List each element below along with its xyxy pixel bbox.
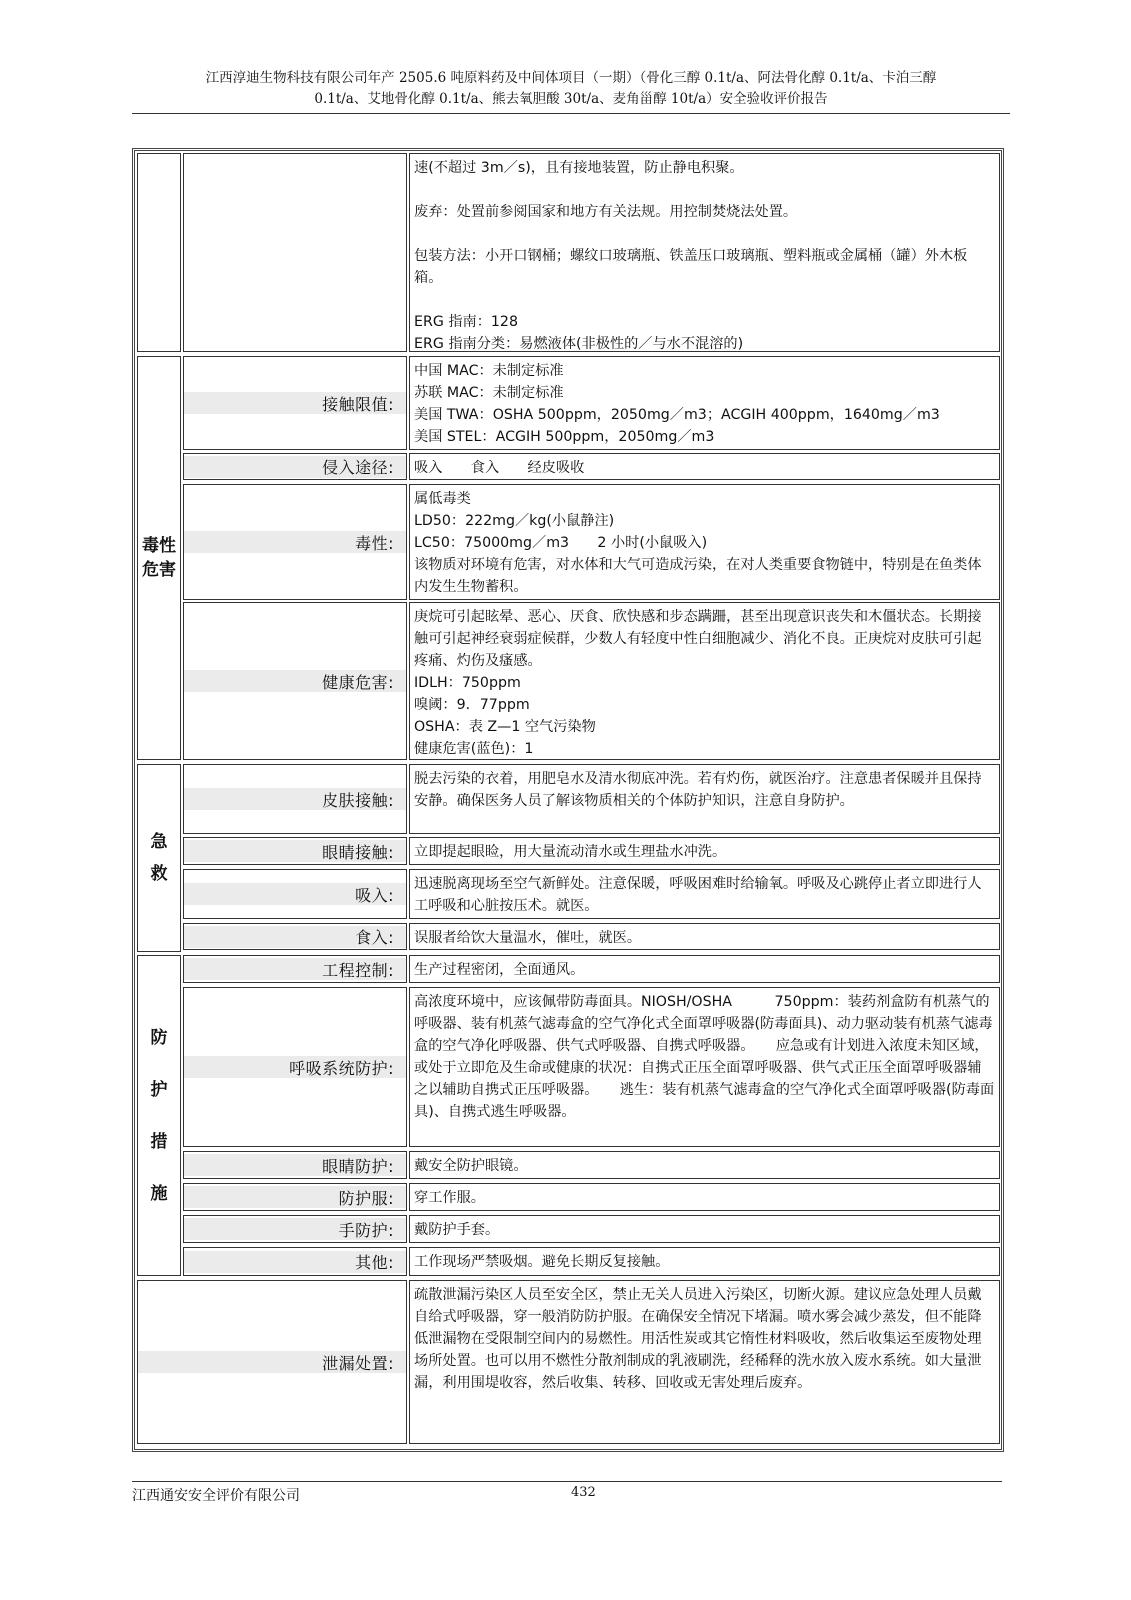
header-line-2: 0.1t/a、艾地骨化醇 0.1t/a、熊去氧胆酸 30t/a、麦角甾醇 10t/a）安全验收评价报告 [314, 91, 828, 107]
text-line: 美国 STEL：ACGIH 500ppm，2050mg／m3 [414, 429, 715, 445]
text-line: LC50：75000mg／m3 2 小时(小鼠吸入) [414, 535, 708, 551]
toxicity-content [409, 484, 1000, 600]
storage-line: 包装方法：小开口钢桶；螺纹口玻璃瓶、铁盖压口玻璃瓶、塑料瓶或金属桶（罐）外木板箱。 [414, 248, 968, 286]
field-label-inhalation: 吸入: [184, 883, 406, 905]
category-char: 护 [150, 1079, 168, 1100]
label-cell [183, 923, 407, 950]
category-first-aid [137, 764, 181, 952]
storage-line: ERG 指南：128 [414, 314, 518, 330]
header-line-1: 江西淳迪生物科技有限公司年产 2505.6 吨原料药及中间体项目（一期）（骨化三醇 0.1t/a、阿法骨化醇 0.1t/a、卡泊三醇 [205, 70, 937, 86]
category-toxicity [137, 356, 181, 760]
protective-clothing-content [409, 1183, 1000, 1211]
label-cell [183, 356, 407, 450]
report-header [132, 68, 1010, 110]
text-line: 吸入 食入 经皮吸收 [414, 460, 585, 476]
footer-divider [132, 1481, 1002, 1482]
text-line: 庚烷可引起眩晕、恶心、厌食、欣快感和步态蹒跚，甚至出现意识丧失和木僵状态。长期接触可引起神经衰弱症候群，少数人有轻度中性白细胞减少、消化不良。正庚烷对皮肤可引起疼痛、灼伤及瘙感。 [414, 609, 982, 669]
category-char: 施 [150, 1183, 168, 1204]
text-block: 工作现场严禁吸烟。避免长期反复接触。 [414, 1254, 670, 1270]
label-cell [183, 484, 407, 600]
label-cell [183, 602, 407, 760]
storage-line: ERG 指南分类：易燃液体(非极性的／与水不混溶的) [414, 336, 744, 352]
text-line: 嗅阈：9．77ppm [414, 697, 530, 713]
label-cell [137, 1280, 407, 1444]
label-cell [183, 1215, 407, 1243]
ingestion-content [409, 923, 1000, 950]
category-char: 措 [150, 1131, 168, 1152]
text-block: 穿工作服。 [414, 1190, 485, 1206]
leak-handling-content [409, 1280, 1000, 1444]
label-cell [183, 764, 407, 834]
field-label-protective-clothing: 防护服: [184, 1186, 406, 1208]
text-block: 误服者给饮大量温水，催吐，就医。 [414, 930, 642, 946]
footer-company: 江西通安安全评价有限公司 [132, 1488, 300, 1504]
field-label-other: 其他: [184, 1251, 406, 1273]
field-label-hand-protection: 手防护: [184, 1218, 406, 1240]
text-block: 戴安全防护眼镜。 [414, 1158, 528, 1174]
text-block: 戴防护手套。 [414, 1222, 500, 1238]
text-block: 生产过程密闭，全面通风。 [414, 962, 585, 978]
field-label-eye-protection: 眼睛防护: [184, 1154, 406, 1176]
field-label-respiratory-protection: 呼吸系统防护: [184, 1056, 406, 1078]
field-label-engineering-control: 工程控制: [184, 958, 406, 980]
storage-line: 废弃：处置前参阅国家和地方有关法规。用控制焚烧法处置。 [414, 204, 798, 220]
text-line: LD50：222mg／kg(小鼠静注) [414, 513, 615, 529]
page-number: 432 [571, 1485, 596, 1500]
field-label-exposure-limit: 接触限值: [184, 392, 406, 414]
text-line: 该物质对环境有危害，对水体和大气可造成污染，在对人类重要食物链中，特别是在鱼类体内发生生物蓄积。 [414, 557, 982, 595]
field-label-toxicity: 毒性: [184, 531, 406, 553]
category-char: 防 [150, 1027, 168, 1048]
label-cell-storage [183, 153, 407, 352]
category-char: 救 [150, 864, 168, 884]
field-label-ingestion: 食入: [184, 926, 406, 948]
field-label-route: 侵入途径: [184, 456, 406, 478]
health-hazard-content [409, 602, 1000, 760]
category-char: 急 [150, 832, 168, 852]
hand-protection-content [409, 1215, 1000, 1243]
eye-contact-content [409, 837, 1000, 865]
text-line: 属低毒类 [414, 491, 471, 507]
field-label-skin-contact: 皮肤接触: [184, 788, 406, 810]
text-block: 迅速脱离现场至空气新鲜处。注意保暖，呼吸困难时给输氧。呼吸及心跳停止者立即进行人工呼吸和心脏按压术。就医。 [414, 876, 982, 914]
label-cell [183, 453, 407, 480]
field-label-eye-contact: 眼睛接触: [184, 840, 406, 862]
label-cell [183, 869, 407, 919]
text-line: OSHA：表 Z—1 空气污染物 [414, 719, 596, 735]
other-content [409, 1247, 1000, 1276]
label-cell [183, 955, 407, 983]
label-cell [183, 837, 407, 865]
category-protection [137, 955, 181, 1276]
text-block: 立即提起眼睑，用大量流动清水或生理盐水冲洗。 [414, 844, 727, 860]
engineering-control-content [409, 955, 1000, 983]
storage-line: 速(不超过 3m／s)，且有接地装置，防止静电积聚。 [414, 160, 744, 176]
text-block: 高浓度环境中，应该佩带防毒面具。NIOSH/OSHA 750ppm：装药剂盒防有机蒸气的呼吸器、装有机蒸气滤毒盒的空气净化式全面罩呼吸器(防毒面具)、动力驱动装有机蒸气滤毒盒的空气净化呼吸器、供气式呼吸器、自携式呼吸器。 应急或有计划进入浓度未知区域，或处于立即危及生命或健康的状况：自携式正压全面罩呼吸器、供气式正压全面罩呼吸器辅之以辅助自携式正压呼吸器。 逃生：装有机蒸气滤毒盒的空气净化式全面罩呼吸器(防毒面具)、自携式逃生呼吸器。 [414, 994, 995, 1120]
label-cell [183, 1151, 407, 1179]
text-line: 美国 TWA：OSHA 500ppm，2050mg／m3；ACGIH 400ppm，1640mg／m3 [414, 407, 940, 423]
text-line: 苏联 MAC：未制定标准 [414, 385, 564, 401]
field-label-leak-handling: 泄漏处置: [138, 1351, 406, 1373]
inhalation-content [409, 869, 1000, 919]
text-block: 脱去污染的衣着，用肥皂水及清水彻底冲洗。若有灼伤，就医治疗。注意患者保暖并且保持安静。确保医务人员了解该物质相关的个体防护知识，注意自身防护。 [414, 771, 982, 809]
text-line: IDLH：750ppm [414, 675, 521, 691]
storage-content [409, 153, 1000, 352]
text-line: 中国 MAC：未制定标准 [414, 363, 564, 379]
label-cell [183, 987, 407, 1147]
text-block: 疏散泄漏污染区人员至安全区，禁止无关人员进入污染区，切断火源。建议应急处理人员戴自给式呼吸器，穿一般消防防护服。在确保安全情况下堵漏。喷水雾会减少蒸发，但不能降低泄漏物在受限制空间内的易燃性。用活性炭或其它惰性材料吸收，然后收集运至废物处理场所处置。也可以用不燃性分散剂制成的乳液刷洗，经稀释的洗水放入废水系统。如大量泄漏，利用围堤收容，然后收集、转移、回收或无害处理后废弃。 [414, 1287, 982, 1391]
skin-contact-content [409, 764, 1000, 834]
exposure-limit-content [409, 356, 1000, 450]
route-content [409, 453, 1000, 480]
text-line: 健康危害(蓝色)：1 [414, 741, 534, 757]
label-cell [183, 1183, 407, 1211]
eye-protection-content [409, 1151, 1000, 1179]
category-label: 毒性危害 [142, 536, 176, 580]
field-label-health-hazard: 健康危害: [184, 670, 406, 692]
label-cell [183, 1247, 407, 1276]
respiratory-protection-content [409, 987, 1000, 1147]
header-divider [132, 113, 1010, 114]
category-cell-storage [137, 153, 181, 352]
